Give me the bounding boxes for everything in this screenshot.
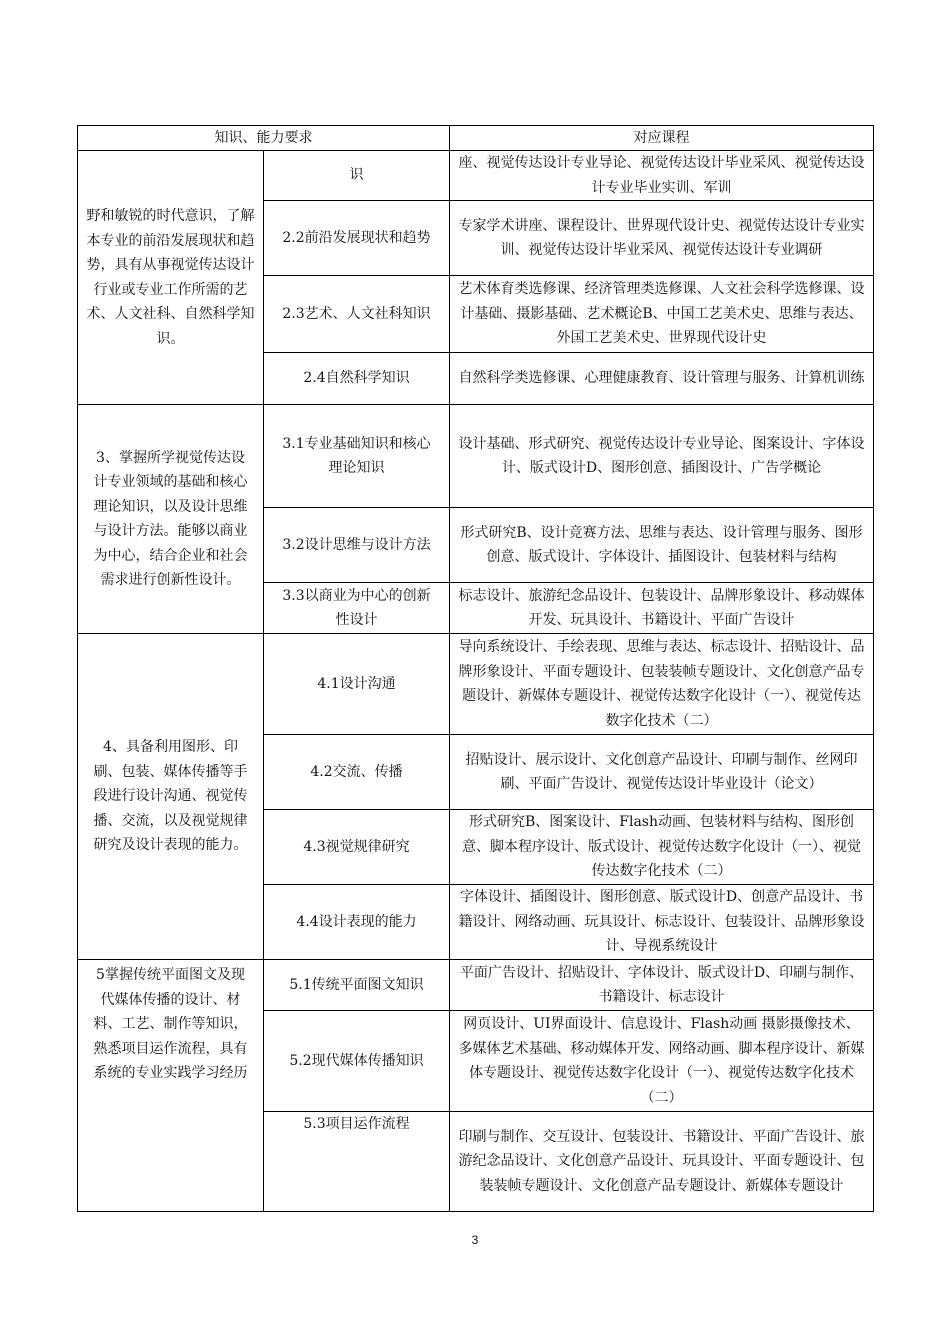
course-cell: 标志设计、旅游纪念品设计、包装设计、品牌形象设计、移动媒体开发、玩具设计、书籍设计、平面广告设计 (450, 583, 874, 634)
sub-requirement-cell: 4.1设计沟通 (264, 634, 450, 735)
course-cell: 形式研究B、图案设计、Flash动画、包装材料与结构、图形创意、脚本程序设计、版式设计、视觉传达数字化设计（一）、视觉传达数字化技术（二） (450, 810, 874, 885)
sub-requirement-cell: 3.1专业基础知识和核心理论知识 (264, 405, 450, 508)
course-cell: 字体设计、插图设计、图形创意、版式设计D、创意产品设计、书籍设计、网络动画、玩具设计、标志设计、包装设计、品牌形象设计、导视系统设计 (450, 885, 874, 960)
sub-requirement-cell: 2.4自然科学知识 (264, 353, 450, 405)
sub-requirement-cell: 3.2设计思维与设计方法 (264, 508, 450, 583)
sub-requirement-cell: 2.3艺术、人文社科知识 (264, 276, 450, 353)
requirement-cell: 野和敏锐的时代意识，了解本专业的前沿发展现状和趋势，具有从事视觉传达设计行业或专业工作所需的艺术、人文社科、自然科学知识。 (78, 151, 264, 405)
course-cell: 印刷与制作、交互设计、包装设计、书籍设计、平面广告设计、旅游纪念品设计、文化创意产品设计、玩具设计、平面专题设计、包装装帧专题设计、文化创意产品专题设计、新媒体专题设计 (450, 1112, 874, 1212)
table-row (78, 405, 874, 508)
course-cell: 自然科学类选修课、心理健康教育、设计管理与服务、计算机训练 (450, 353, 874, 405)
course-cell: 平面广告设计、招贴设计、字体设计、版式设计D、印刷与制作、书籍设计、标志设计 (450, 960, 874, 1011)
requirement-cell: 4、具备利用图形、印刷、包装、媒体传播等手段进行设计沟通、视觉传播、交流，以及视觉规律研究及设计表现的能力。 (78, 634, 264, 960)
header-courses: 对应课程 (450, 126, 874, 151)
table-row (78, 960, 874, 1011)
course-cell: 形式研究B、设计竞赛方法、思维与表达、设计管理与服务、图形创意、版式设计、字体设计、插图设计、包装材料与结构 (450, 508, 874, 583)
sub-requirement-cell: 5.1传统平面图文知识 (264, 960, 450, 1011)
sub-requirement-cell: 2.2前沿发展现状和趋势 (264, 201, 450, 276)
table-row (78, 634, 874, 735)
sub-requirement-cell: 4.4设计表现的能力 (264, 885, 450, 960)
course-cell: 招贴设计、展示设计、文化创意产品设计、印刷与制作、丝网印刷、平面广告设计、视觉传达设计毕业设计（论文） (450, 735, 874, 810)
course-cell: 网页设计、UI界面设计、信息设计、Flash动画 摄影摄像技术、多媒体艺术基础、移动媒体开发、网络动画、脚本程序设计、新媒体专题设计、视觉传达数字化设计（一）、视觉传达数字化技术（二） (450, 1011, 874, 1112)
sub-requirement-cell: 3.3以商业为中心的创新性设计 (264, 583, 450, 634)
page-number: 3 (471, 1233, 479, 1247)
course-cell: 座、视觉传达设计专业导论、视觉传达设计毕业采风、视觉传达设计专业毕业实训、军训 (450, 151, 874, 201)
requirement-cell: 5掌握传统平面图文及现代媒体传播的设计、材料、工艺、制作等知识，熟悉项目运作流程，具有系统的专业实践学习经历 (78, 960, 264, 1212)
sub-requirement-cell: 4.3视觉规律研究 (264, 810, 450, 885)
header-requirement: 知识、能力要求 (78, 126, 450, 151)
course-mapping-table (77, 125, 874, 1212)
requirement-cell: 3、掌握所学视觉传达设计专业领域的基础和核心理论知识，以及设计思维与设计方法。能够以商业为中心，结合企业和社会需求进行创新性设计。 (78, 405, 264, 634)
course-cell: 导向系统设计、手绘表现、思维与表达、标志设计、招贴设计、品牌形象设计、平面专题设计、包装装帧专题设计、文化创意产品专题设计、新媒体专题设计、视觉传达数字化设计（一）、视觉传达数字化技术（二） (450, 634, 874, 735)
sub-requirement-cell: 4.2交流、传播 (264, 735, 450, 810)
table-row (78, 151, 874, 201)
sub-requirement-cell: 5.3项目运作流程 (264, 1112, 450, 1212)
sub-requirement-cell: 识 (264, 151, 450, 201)
course-cell: 设计基础、形式研究、视觉传达设计专业导论、图案设计、字体设计、版式设计D、图形创意、插图设计、广告学概论 (450, 405, 874, 508)
table-header-row (78, 126, 874, 151)
course-cell: 艺术体育类选修课、经济管理类选修课、人文社会科学选修课、设计基础、摄影基础、艺术概论B、中国工艺美术史、思维与表达、外国工艺美术史、世界现代设计史 (450, 276, 874, 353)
course-mapping-sheet (77, 125, 873, 1212)
sub-requirement-cell: 5.2现代媒体传播知识 (264, 1011, 450, 1112)
course-cell: 专家学术讲座、课程设计、世界现代设计史、视觉传达设计专业实训、视觉传达设计毕业采风、视觉传达设计专业调研 (450, 201, 874, 276)
